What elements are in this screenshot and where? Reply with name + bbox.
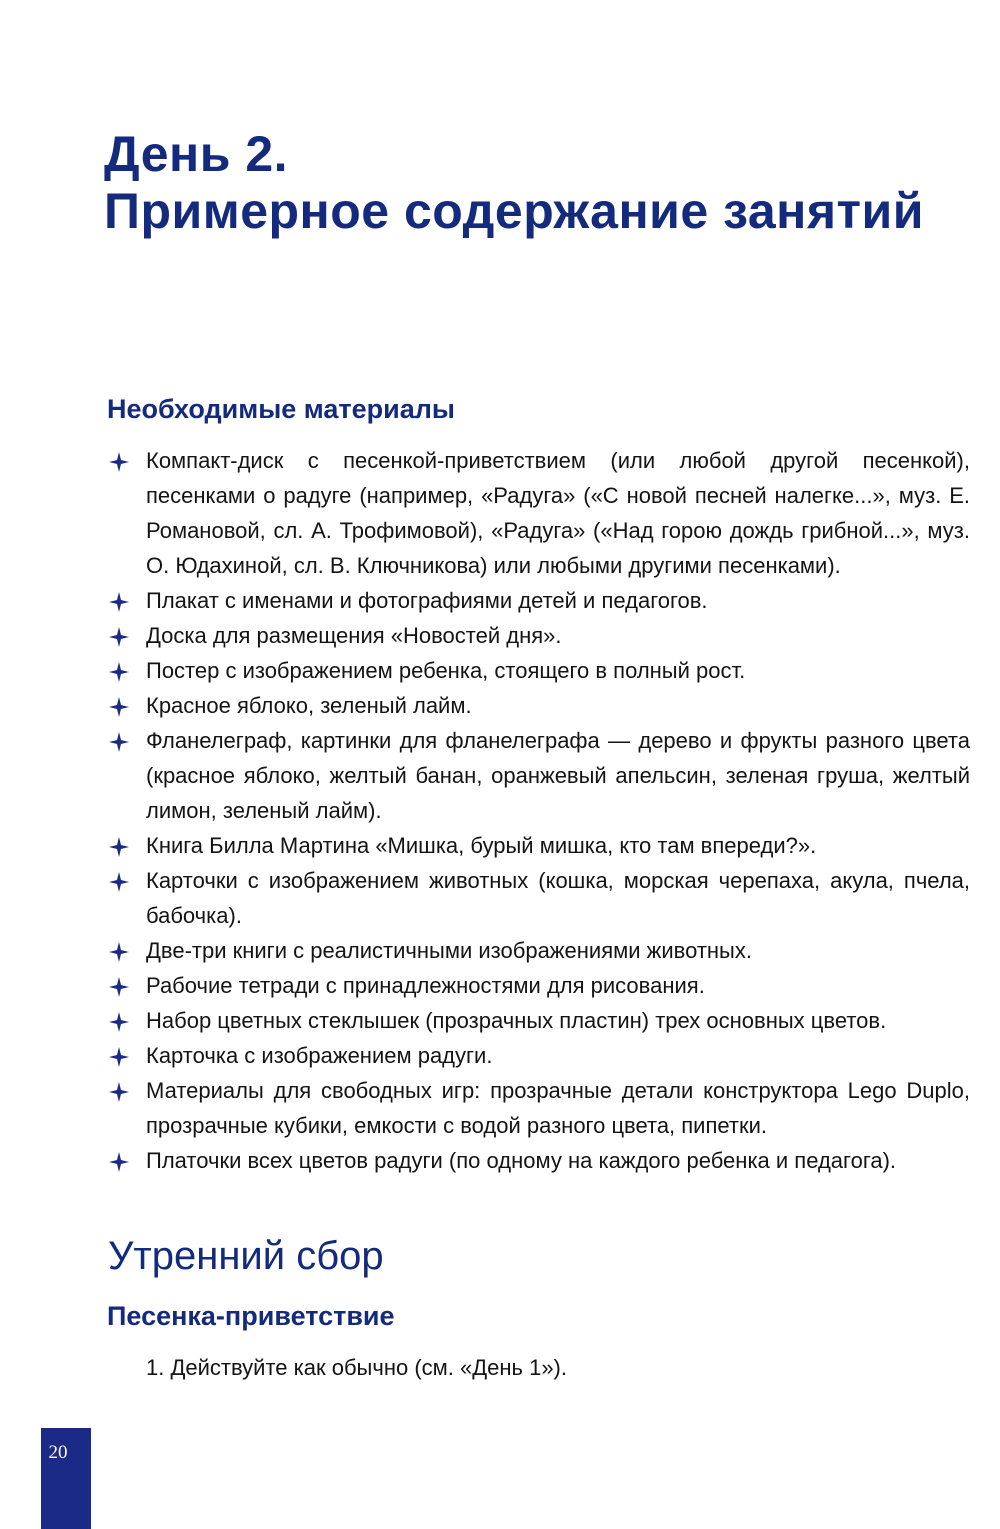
list-item bbox=[104, 933, 970, 968]
list-item bbox=[104, 723, 970, 828]
list-item bbox=[104, 618, 970, 653]
list-item bbox=[104, 968, 970, 1003]
list-item-text: Карточка с изображением радуги. bbox=[146, 1043, 493, 1068]
page-title-subtitle: Примерное содержание занятий bbox=[104, 183, 924, 239]
list-item bbox=[104, 863, 970, 933]
star-bullet-icon bbox=[108, 451, 130, 473]
star-bullet-icon bbox=[108, 731, 130, 753]
list-item bbox=[104, 443, 970, 583]
list-item bbox=[104, 688, 970, 723]
star-bullet-icon bbox=[108, 1046, 130, 1068]
greeting-steps bbox=[146, 1350, 567, 1385]
list-item-text: Доска для размещения «Новостей дня». bbox=[146, 623, 562, 648]
page-title-day: День 2. bbox=[104, 126, 289, 182]
star-bullet-icon bbox=[108, 626, 130, 648]
list-item-text: Красное яблоко, зеленый лайм. bbox=[146, 693, 472, 718]
star-bullet-icon bbox=[108, 941, 130, 963]
list-item bbox=[104, 1143, 970, 1178]
page-number: 20 bbox=[48, 1442, 68, 1463]
star-bullet-icon bbox=[108, 871, 130, 893]
materials-list bbox=[104, 443, 970, 1178]
list-item-text: Рабочие тетради с принадлежностями для рисования. bbox=[146, 973, 705, 998]
step-item: 1. Действуйте как обычно (см. «День 1»). bbox=[146, 1355, 567, 1380]
star-bullet-icon bbox=[108, 591, 130, 613]
star-bullet-icon bbox=[108, 1151, 130, 1173]
list-item-text: Компакт-диск с песенкой-приветствием (или любой другой песенкой), песенками о радуге (например, «Радуга» («С новой песней налегке...», муз. Е. Романовой, сл. А. Трофимовой), «Радуга» («Над горою дождь грибной...», муз. О. Юдахиной, сл. В. Ключникова) или любыми другими песенками). bbox=[146, 448, 970, 578]
list-item-text: Фланелеграф, картинки для фланелеграфа — дерево и фрукты разного цвета (красное яблоко, желтый банан, оранжевый апельсин, зеленая груша, желтый лимон, зеленый лайм). bbox=[146, 728, 970, 823]
star-bullet-icon bbox=[108, 696, 130, 718]
page-title bbox=[104, 126, 924, 240]
morning-gathering-heading: Утренний сбор bbox=[108, 1234, 384, 1278]
star-bullet-icon bbox=[108, 836, 130, 858]
list-item-text: Книга Билла Мартина «Мишка, бурый мишка, кто там впереди?». bbox=[146, 833, 817, 858]
list-item-text: Набор цветных стеклышек (прозрачных пластин) трех основных цветов. bbox=[146, 1008, 887, 1033]
list-item bbox=[104, 583, 970, 618]
list-item bbox=[104, 828, 970, 863]
list-item-text: Платочки всех цветов радуги (по одному на каждого ребенка и педагога). bbox=[146, 1148, 897, 1173]
star-bullet-icon bbox=[108, 1011, 130, 1033]
list-item-text: Плакат с именами и фотографиями детей и педагогов. bbox=[146, 588, 708, 613]
materials-heading: Необходимые материалы bbox=[107, 394, 455, 424]
star-bullet-icon bbox=[108, 1081, 130, 1103]
greeting-song-heading: Песенка-приветствие bbox=[107, 1301, 395, 1331]
list-item bbox=[104, 1038, 970, 1073]
list-item bbox=[104, 1073, 970, 1143]
page-number-tab bbox=[41, 1428, 91, 1529]
list-item-text: Две-три книги с реалистичными изображениями животных. bbox=[146, 938, 752, 963]
list-item-text: Постер с изображением ребенка, стоящего в полный рост. bbox=[146, 658, 746, 683]
list-item-text: Материалы для свободных игр: прозрачные детали конструктора Lego Duplo, прозрачные кубики, емкости с водой разного цвета, пипетки. bbox=[146, 1078, 970, 1138]
list-item-text: Карточки с изображением животных (кошка, морская черепаха, акула, пчела, бабочка). bbox=[146, 868, 970, 928]
list-item bbox=[104, 653, 970, 688]
list-item bbox=[104, 1003, 970, 1038]
star-bullet-icon bbox=[108, 661, 130, 683]
star-bullet-icon bbox=[108, 976, 130, 998]
